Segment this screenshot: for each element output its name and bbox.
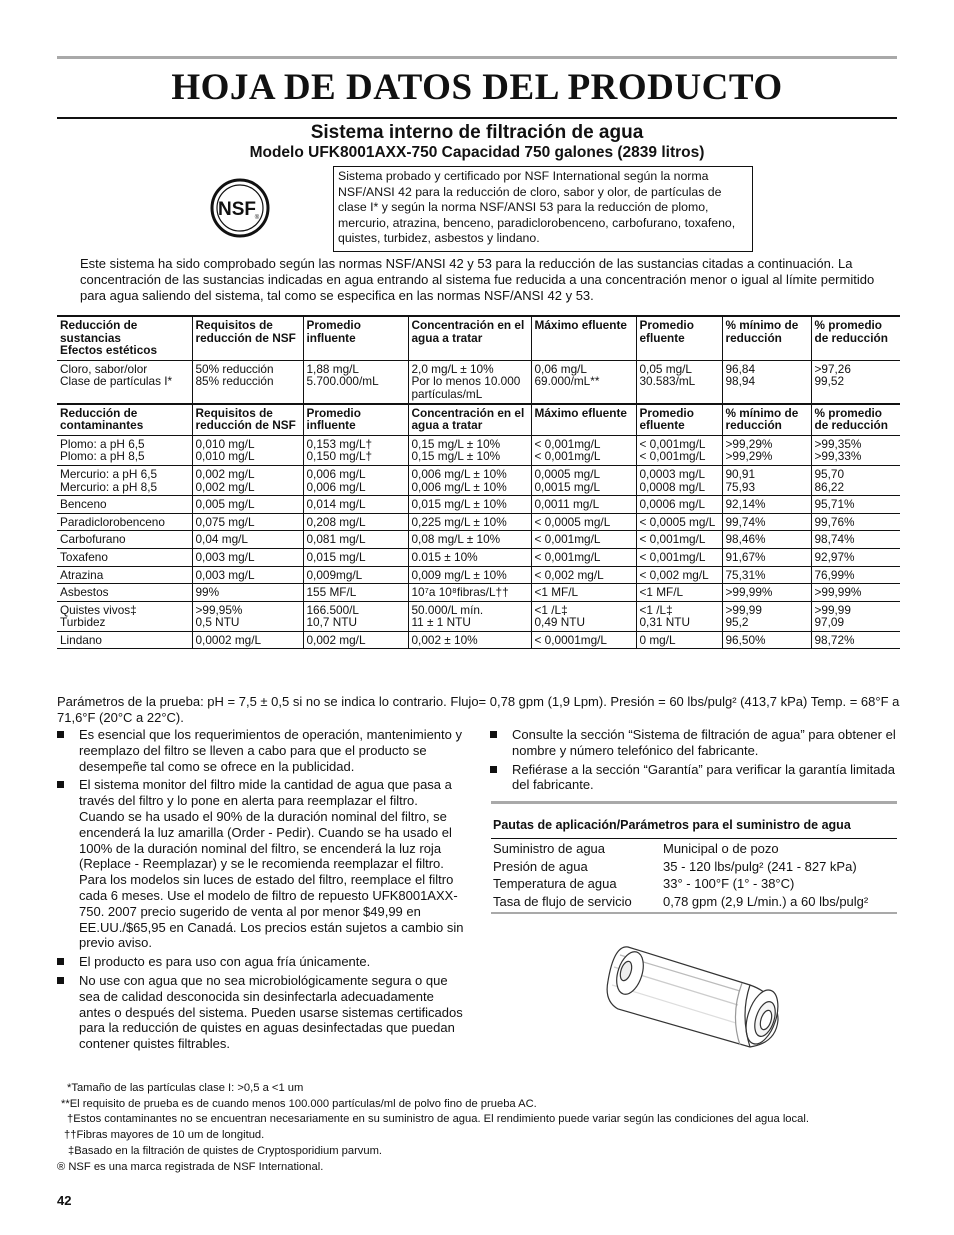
table-cell: Paradiclorobenceno <box>57 513 192 531</box>
table-header-cell: Promedio influente <box>303 404 408 436</box>
table-cell: Carbofurano <box>57 531 192 549</box>
table-cell: 0,003 mg/L <box>192 548 303 566</box>
footnote-6: ® NSF es una marca registrada de NSF International. <box>57 1161 324 1173</box>
table-cell: Plomo: a pH 6,5 Plomo: a pH 8,5 <box>57 435 192 465</box>
table-cell: < 0,002 mg/L <box>531 566 636 584</box>
table-cell: Cloro, sabor/olor Clase de partículas I* <box>57 360 192 403</box>
table-row <box>57 548 900 566</box>
table-cell: < 0,002 mg/L <box>636 566 722 584</box>
bullet-square-icon <box>57 958 64 965</box>
model-line: Modelo UFK8001AXX-750 Capacidad 750 galones (2839 litros) <box>249 144 705 161</box>
table-cell: 0,0011 mg/L <box>531 496 636 514</box>
table-cell: >99,29% >99,29% <box>722 435 811 465</box>
table-header-row <box>57 316 900 360</box>
table-cell: Tasa de flujo de servicio <box>493 893 632 909</box>
table-cell: 166.500/L 10,7 NTU <box>303 601 408 631</box>
table-row <box>490 858 900 876</box>
performance-table <box>57 315 900 649</box>
table-header-cell: Reducción de contaminantes <box>57 404 192 436</box>
table-cell: 98,74% <box>811 531 900 549</box>
pautas-title-rule <box>491 838 897 839</box>
table-cell: 0,78 gpm (2,9 L/min.) a 60 lbs/pulg² <box>663 893 869 909</box>
table-cell: 76,99% <box>811 566 900 584</box>
footnote-4: ††Fibras mayores de 10 um de longitud. <box>64 1129 265 1141</box>
table-cell: 0,08 mg/L ± 10% <box>408 531 531 549</box>
table-cell: >99,99% <box>722 584 811 602</box>
table-header-cell: Requisitos de reducción de NSF <box>192 316 303 360</box>
table-cell: 99,74% <box>722 513 811 531</box>
table-cell: 98,72% <box>811 631 900 649</box>
table-cell: 0,015 mg/L ± 10% <box>408 496 531 514</box>
table-cell: < 0,0001mg/L <box>531 631 636 649</box>
table-cell: 50.000/L mín. 11 ± 1 NTU <box>408 601 531 631</box>
table-cell: < 0,001mg/L <box>531 531 636 549</box>
pautas-top-rule <box>491 801 897 804</box>
nsf-certification-box: Sistema probado y certificado por NSF International según la norma NSF/ANSI 42 para la reducción de cloro, sabor y olor, de partículas de clase I* y según la norma NSF/ANSI 53 para la reducción de plomo, mercurio, atrazina, benceno, paradiclorobenceno, carbofurano, toxafeno, quistes, turbidez, asbestos y lindano. <box>333 166 753 252</box>
table-cell: 0,153 mg/L† 0,150 mg/L† <box>303 435 408 465</box>
table-cell: 0 mg/L <box>636 631 722 649</box>
table-cell: Toxafeno <box>57 548 192 566</box>
table-row <box>57 465 900 495</box>
list-item-text: No use con agua que no sea microbiológicamente segura o que sea de calidad desconocida sin desinfectarla adecuadamente antes o después del sistema. Pueden usarse sistemas certificados para la reducción de quistes en aguas desinfectadas que puedan contener quistes filtrables. <box>79 972 463 1052</box>
table-cell: 95,71% <box>811 496 900 514</box>
table-cell: 33° - 100°F (1° - 38°C) <box>663 876 795 892</box>
table-cell: < 0,001mg/L < 0,001mg/L <box>636 435 722 465</box>
table-row <box>57 513 900 531</box>
page-title: HOJA DE DATOS DEL PRODUCTO <box>171 67 783 108</box>
table-header-cell: Máximo efluente <box>531 316 636 360</box>
table-cell: 155 MF/L <box>303 584 408 602</box>
table-cell: 96,84 98,94 <box>722 360 811 403</box>
table-row <box>490 875 900 893</box>
test-parameters: Parámetros de la prueba: pH = 7,5 ± 0,5 si no se indica lo contrario. Flujo= 0,78 gpm (1,9 Lpm). Presión = 60 lbs/pulg² (413,7 kPa) Temp. = 68°F a 71,6°F (20°C a 22°C). <box>57 694 900 725</box>
table-cell: 0.015 ± 10% <box>408 548 531 566</box>
bullet-square-icon <box>490 766 497 773</box>
bullet-square-icon <box>57 731 64 738</box>
svg-text:®: ® <box>254 215 260 221</box>
table-header-cell: Promedio influente <box>303 316 408 360</box>
table-cell: 98,46% <box>722 531 811 549</box>
table-cell: 0,0006 mg/L <box>636 496 722 514</box>
footnote-3: †Estos contaminantes no se encuentran necesariamente en su suministro de agua. El rendimiento puede variar según las condiciones del agua local. <box>67 1113 809 1125</box>
list-item <box>57 727 465 774</box>
table-cell: Municipal o de pozo <box>663 841 779 856</box>
table-cell: >99,35% >99,33% <box>811 435 900 465</box>
table-cell: <1 MF/L <box>636 584 722 602</box>
table-row <box>57 360 900 403</box>
right-bullet-list <box>490 727 900 796</box>
table-cell: 91,67% <box>722 548 811 566</box>
list-item <box>57 954 465 970</box>
table-cell: 0,009 mg/L ± 10% <box>408 566 531 584</box>
table-header-cell: % promedio de reducción <box>811 404 900 436</box>
table-header-cell: Requisitos de reducción de NSF <box>192 404 303 436</box>
table-cell: 0,0005 mg/L 0,0015 mg/L <box>531 465 636 495</box>
table-cell: 0,208 mg/L <box>303 513 408 531</box>
table-header-cell: Promedio efluente <box>636 316 722 360</box>
table-cell: < 0,0005 mg/L <box>531 513 636 531</box>
table-row <box>490 840 900 858</box>
table-cell: 0,04 mg/L <box>192 531 303 549</box>
table-cell: 0,006 mg/L 0,006 mg/L <box>303 465 408 495</box>
table-header-cell: % mínimo de reducción <box>722 404 811 436</box>
table-header-cell: Reducción de sustancias Efectos estéticos <box>57 316 192 360</box>
table-cell: 50% reducción 85% reducción <box>192 360 303 403</box>
top-rule <box>57 56 897 59</box>
table-cell: 0,15 mg/L ± 10% 0,15 mg/L ± 10% <box>408 435 531 465</box>
table-row <box>57 496 900 514</box>
pautas-table <box>490 840 900 910</box>
table-cell: 0,225 mg/L ± 10% <box>408 513 531 531</box>
table-cell: >99,99 97,09 <box>811 601 900 631</box>
table-cell: Benceno <box>57 496 192 514</box>
table-row <box>57 566 900 584</box>
table-header-cell: % mínimo de reducción <box>722 316 811 360</box>
pautas-bottom-rule <box>491 912 897 914</box>
list-item-text: El producto es para uso con agua fría únicamente. <box>79 954 371 970</box>
intro-paragraph: Este sistema ha sido comprobado según las normas NSF/ANSI 42 y 53 para la reducción de las sustancias citadas a continuación. La concentración de las sustancias indicadas en agua entrando al sistema fue reducida a una concentración menor o igual al límite permitido para agua saliendo del sistema, tal como se especifica en las normas NSF/ANSI 42 y 53. <box>80 256 875 303</box>
list-item-text: Es esencial que los requerimientos de operación, mantenimiento y reemplazo del filtro se lleven a cabo para que el producto se desempeñe tal como se ofrece en la publicidad. <box>79 727 462 774</box>
table-cell: 35 - 120 lbs/pulg² (241 - 827 kPa) <box>663 858 857 874</box>
table-cell: < 0,001mg/L <box>636 531 722 549</box>
table-cell: >99,99% <box>811 584 900 602</box>
table-header-cell: Promedio efluente <box>636 404 722 436</box>
table-cell: >97,26 99,52 <box>811 360 900 403</box>
table-cell: 0,005 mg/L <box>192 496 303 514</box>
table-row <box>57 584 900 602</box>
footnote-5: ‡Basado en la filtración de quistes de Cryptosporidium parvum. <box>68 1145 383 1157</box>
table-cell: Asbestos <box>57 584 192 602</box>
table-cell: 0,003 mg/L <box>192 566 303 584</box>
table-cell: 0,0002 mg/L <box>192 631 303 649</box>
table-cell: 96,50% <box>722 631 811 649</box>
list-item <box>490 762 900 794</box>
table-cell: <1 /L‡ 0,49 NTU <box>531 601 636 631</box>
table-cell: >99,99 95,2 <box>722 601 811 631</box>
table-row <box>57 435 900 465</box>
table-cell: 0,010 mg/L 0,010 mg/L <box>192 435 303 465</box>
nsf-logo-text: NSF <box>218 199 256 220</box>
bullet-square-icon <box>57 977 64 984</box>
list-item <box>57 777 465 951</box>
table-cell: Temperatura de agua <box>493 876 617 892</box>
table-row <box>57 631 900 649</box>
table-cell: Suministro de agua <box>493 841 606 856</box>
table-cell: 0,075 mg/L <box>192 513 303 531</box>
left-bullet-list <box>57 727 465 1055</box>
table-cell: 0,05 mg/L 30.583/mL <box>636 360 722 403</box>
table-cell: 92,14% <box>722 496 811 514</box>
table-cell: 0,002 mg/L <box>303 631 408 649</box>
table-cell: 99% <box>192 584 303 602</box>
table-cell: < 0,0005 mg/L <box>636 513 722 531</box>
nsf-logo-icon <box>210 178 270 238</box>
water-filter-illustration <box>600 925 800 1065</box>
footnote-2: **El requisito de prueba es de cuando menos 100.000 partículas/ml de polvo fino de prueba AC. <box>61 1098 537 1110</box>
page-subtitle: Sistema interno de filtración de agua <box>310 122 644 143</box>
table-cell: 0,014 mg/L <box>303 496 408 514</box>
table-cell: >99,95% 0,5 NTU <box>192 601 303 631</box>
bullet-square-icon <box>490 731 497 738</box>
table-row <box>490 893 900 911</box>
table-cell: 75,31% <box>722 566 811 584</box>
table-cell: 90,91 75,93 <box>722 465 811 495</box>
table-cell: 0,0003 mg/L 0,0008 mg/L <box>636 465 722 495</box>
page-number: 42 <box>57 1193 72 1208</box>
table-cell: 0,081 mg/L <box>303 531 408 549</box>
table-header-row <box>57 404 900 436</box>
table-cell: 92,97% <box>811 548 900 566</box>
table-cell: Lindano <box>57 631 192 649</box>
list-item-text: Refiérase a la sección “Garantía” para verificar la garantía limitada del fabricante. <box>512 761 895 793</box>
table-header-cell: Concentración en el agua a tratar <box>408 404 531 436</box>
table-cell: 1,88 mg/L 5.700.000/mL <box>303 360 408 403</box>
table-row <box>57 601 900 631</box>
bullet-square-icon <box>57 781 64 788</box>
table-cell: Atrazina <box>57 566 192 584</box>
table-cell: 0,006 mg/L ± 10% 0,006 mg/L ± 10% <box>408 465 531 495</box>
table-row <box>57 531 900 549</box>
list-item <box>57 973 465 1052</box>
table-cell: <1 /L‡ 0,31 NTU <box>636 601 722 631</box>
table-cell: < 0,001mg/L <box>636 548 722 566</box>
table-cell: 99,76% <box>811 513 900 531</box>
table-cell: Presión de agua <box>493 858 588 874</box>
table-header-cell: Máximo efluente <box>531 404 636 436</box>
table-header-cell: Concentración en el agua a tratar <box>408 316 531 360</box>
table-cell: Quistes vivos‡ Turbidez <box>57 601 192 631</box>
table-cell: 95,70 86,22 <box>811 465 900 495</box>
table-header-cell: % promedio de reducción <box>811 316 900 360</box>
footnote-1: *Tamaño de las partículas clase I: >0,5 a <1 um <box>67 1082 304 1094</box>
list-item <box>490 727 900 759</box>
table-cell: 10⁷a 10⁸fibras/L†† <box>408 584 531 602</box>
table-cell: < 0,001mg/L < 0,001mg/L <box>531 435 636 465</box>
table-cell: 2,0 mg/L ± 10% Por lo menos 10.000 partículas/mL <box>408 360 531 403</box>
table-cell: 0,06 mg/L 69.000/mL** <box>531 360 636 403</box>
table-cell: 0,009mg/L <box>303 566 408 584</box>
table-cell: < 0,001mg/L <box>531 548 636 566</box>
table-cell: <1 MF/L <box>531 584 636 602</box>
table-cell: 0,002 ± 10% <box>408 631 531 649</box>
pautas-title: Pautas de aplicación/Parámetros para el suministro de agua <box>493 818 851 832</box>
title-rule <box>57 117 897 119</box>
table-cell: 0,002 mg/L 0,002 mg/L <box>192 465 303 495</box>
list-item-text: Consulte la sección “Sistema de filtración de agua” para obtener el nombre y número telefónico del fabricante. <box>512 727 896 758</box>
table-cell: 0,015 mg/L <box>303 548 408 566</box>
table-cell: Mercurio: a pH 6,5 Mercurio: a pH 8,5 <box>57 465 192 495</box>
list-item-text: El sistema monitor del filtro mide la cantidad de agua que pasa a través del filtro y lo pone en alerta para reemplazar el filtro. Cuando se ha usado el 90% de la duración nominal del filtro, se encenderá la luz amarilla (Order - Pedir). Cuando se ha usado el 100% de la duración nominal del filtro, se encenderá la luz roja (Replace - Reemplazar) y se le recomienda reemplazar el filtro. Para los modelos sin luces de estado del filtro, reemplace el filtro cada 6 meses. Use el modelo de filtro de repuesto UFK8001AXX-750. 2007 precio sugerido de venta al por menor $49,99 en EE.UU./$65,95 en Canadá. Los precios están sujetos a cambio sin previo aviso. <box>79 777 464 951</box>
